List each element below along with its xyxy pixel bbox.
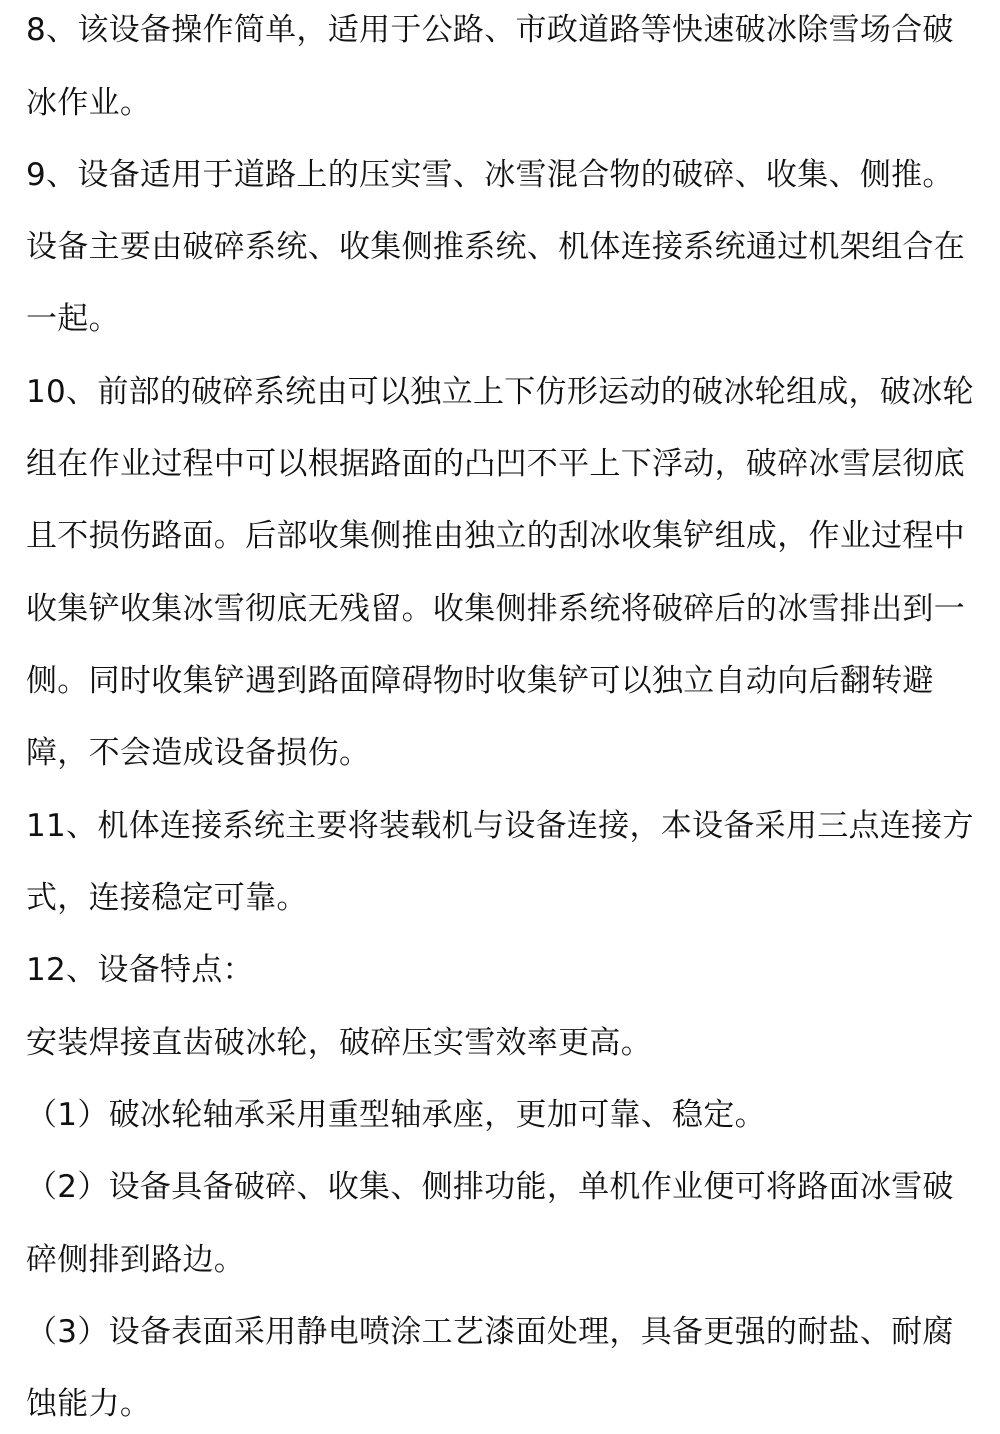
- paragraph-line: 障，不会造成设备损伤。: [26, 735, 371, 771]
- paragraph-line: 9、设备适用于道路上的压实雪、冰雪混合物的破碎、收集、侧推。: [26, 157, 954, 193]
- paragraph-line: 碎侧排到路边。: [26, 1242, 246, 1278]
- paragraph-line: 8、该设备操作简单，适用于公路、市政道路等快速破冰除雪场合破: [26, 12, 954, 48]
- feature-item-1: （1）破冰轮轴承采用重型轴承座，更加可靠、稳定。: [26, 1097, 766, 1133]
- paragraph-line: 冰作业。: [26, 85, 152, 121]
- paragraph-line: 收集铲收集冰雪彻底无残留。收集侧排系统将破碎后的冰雪排出到一: [26, 591, 965, 627]
- feature-item-3: （3）设备表面采用静电喷涂工艺漆面处理，具备更强的耐盐、耐腐: [26, 1314, 954, 1350]
- paragraph-line: 设备主要由破碎系统、收集侧推系统、机体连接系统通过机架组合在: [26, 229, 965, 265]
- section-heading: 12、设备特点：: [26, 952, 254, 988]
- feature-intro: 安装焊接直齿破冰轮，破碎压实雪效率更高。: [26, 1025, 652, 1061]
- paragraph-line: 侧。同时收集铲遇到路面障碍物时收集铲可以独立自动向后翻转避: [26, 663, 934, 699]
- feature-item-2: （2）设备具备破碎、收集、侧排功能，单机作业便可将路面冰雪破: [26, 1169, 954, 1205]
- paragraph-line: 11、机体连接系统主要将装载机与设备连接，本设备采用三点连接方: [26, 808, 974, 844]
- paragraph-line: 一起。: [26, 301, 120, 337]
- paragraph-line: 组在作业过程中可以根据路面的凸凹不平上下浮动，破碎冰雪层彻底: [26, 446, 965, 482]
- paragraph-line: 且不损伤路面。后部收集侧推由独立的刮冰收集铲组成，作业过程中: [26, 518, 965, 554]
- paragraph-line: 蚀能力。: [26, 1386, 152, 1422]
- paragraph-line: 式，连接稳定可靠。: [26, 880, 308, 916]
- paragraph-line: 10、前部的破碎系统由可以独立上下仿形运动的破冰轮组成，破冰轮: [26, 374, 974, 410]
